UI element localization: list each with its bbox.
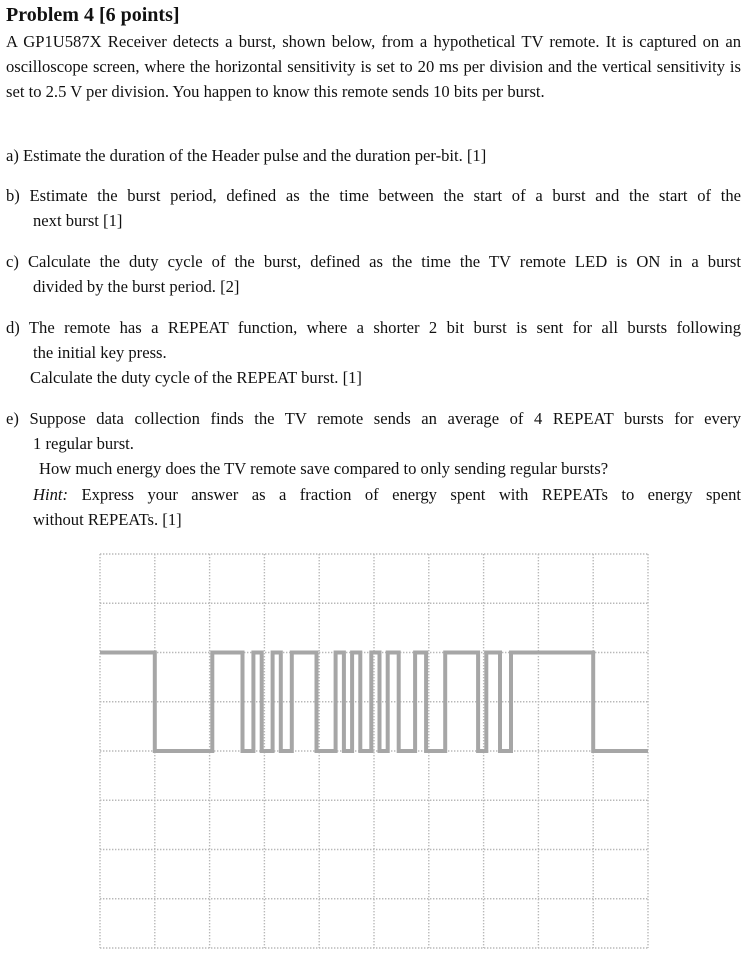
hint-label: Hint: xyxy=(33,484,69,504)
question-d xyxy=(6,315,741,391)
question-e-line3: How much energy does the TV remote save compared to only sending regular bursts? xyxy=(39,459,609,479)
question-d-line2: the initial key press. xyxy=(33,343,167,363)
question-e-hint-line xyxy=(6,482,741,507)
question-a xyxy=(6,143,741,168)
oscilloscope-screen xyxy=(98,552,650,950)
question-e-line2: 1 regular burst. xyxy=(33,434,134,454)
question-c-line2: divided by the burst period. [2] xyxy=(33,277,240,297)
question-c xyxy=(6,249,741,299)
problem-title: Problem 4 [6 points] xyxy=(6,4,180,26)
question-b-line1: b) Estimate the burst period, defined as the time between the start of a burst and the start of the xyxy=(6,186,741,205)
question-e xyxy=(6,406,741,532)
question-a-text: a) Estimate the duration of the Header pulse and the duration per-bit. [1] xyxy=(6,146,487,165)
question-b xyxy=(6,183,741,233)
question-e-line1: e) Suppose data collection finds the TV remote sends an average of 4 REPEAT bursts for every xyxy=(6,409,741,428)
question-d-line3: Calculate the duty cycle of the REPEAT burst. [1] xyxy=(30,368,362,388)
question-c-line1: c) Calculate the duty cycle of the burst, defined as the time the TV remote LED is ON in a burst xyxy=(6,252,741,271)
hint-text: Express your answer as a fraction of energy spent with REPEATs to energy spent xyxy=(68,484,741,504)
question-b-line2: next burst [1] xyxy=(33,211,123,231)
question-e-line5: without REPEATs. [1] xyxy=(33,509,182,529)
question-d-line1: d) The remote has a REPEAT function, where a shorter 2 bit burst is sent for all bursts following xyxy=(6,318,741,337)
problem-intro: A GP1U587X Receiver detects a burst, shown below, from a hypothetical TV remote. It is captured on an oscilloscope screen, where the horizontal sensitivity is set to 20 ms per division and the vertical sensitivity is set to 2.5 V per division. You happen to know this remote sends 10 bits per burst. xyxy=(6,32,741,102)
